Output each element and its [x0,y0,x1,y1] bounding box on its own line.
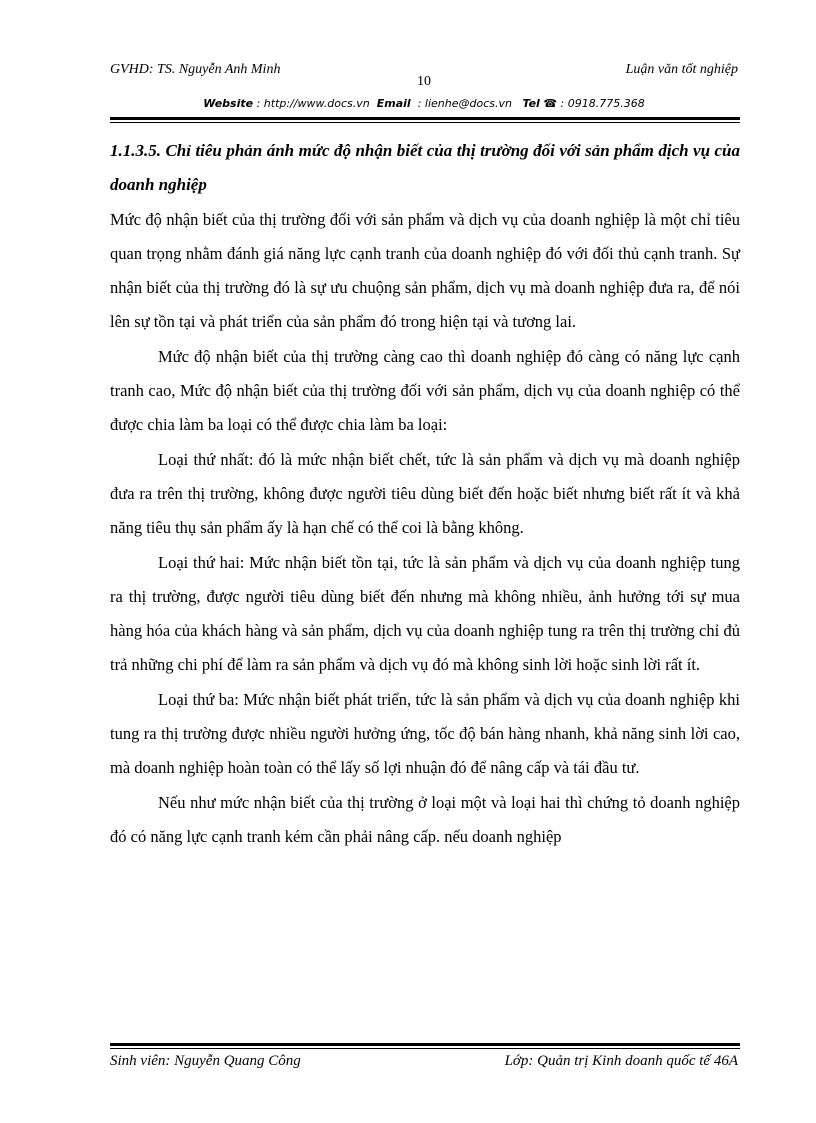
main-content [110,134,740,854]
phone-icon: ☎ [543,97,558,110]
paragraph-5: Loại thứ ba: Mức nhận biết phát triển, tức là sản phẩm và dịch vụ của doanh nghiệp khi tung ra thị trường được nhiều người hưởng ứng, tốc độ bán hàng nhanh, khả năng sinh lời cao, mà doanh nghiệp hoàn toàn có thể lấy số lợi nhuận đó để nâng cấp và tái đầu tư. [110,689,740,778]
footer-rule [110,1043,740,1046]
student-name: Sinh viên: Nguyễn Quang Công [110,1053,301,1069]
contact-line [110,97,738,110]
tel-label: Tel [522,97,540,110]
paragraph-3: Loại thứ nhất: đó là mức nhận biết chết, tức là sản phẩm và dịch vụ mà doanh nghiệp đưa ra trên thị trường, không được người tiêu dùng biết đến hoặc biết nhưng biết rất ít và khả năng tiêu thụ sản phẩm ấy là hạn chế có thể coi là bằng không. [110,449,740,538]
header-rule-thin [110,122,740,123]
footer-rule-thin [110,1048,740,1049]
paragraph-4: Loại thứ hai: Mức nhận biết tồn tại, tức là sản phẩm và dịch vụ của doanh nghiệp tung ra thị trường, được người tiêu dùng biết đến nhưng mà không nhiều, ảnh hưởng tới sự mua hàng hóa của khách hàng và sản phẩm, dịch vụ của doanh nghiệp tung ra trên thị trường chỉ đủ trả những chi phí để làm ra sản phẩm và dịch vụ đó mà không sinh lời hoặc sinh lời rất ít. [110,552,740,675]
paragraph-2: Mức độ nhận biết của thị trường càng cao thì doanh nghiệp đó càng có năng lực cạnh tranh cao, Mức độ nhận biết của thị trường đối với sản phẩm, dịch vụ của doanh nghiệp có thể được chia làm ba loại có thể được chia làm ba loại: [110,346,740,435]
advisor-name: GVHD: TS. Nguyễn Anh Minh [110,62,281,77]
website-value: : http://www.docs.vn [256,97,370,110]
email-label: Email [376,97,411,110]
tel-value: : 0918.775.368 [560,97,645,110]
document-type: Luận văn tốt nghiệp [625,62,738,77]
website-label: Website [203,97,254,110]
email-value: : lienhe@docs.vn [417,97,512,110]
section-heading: 1.1.3.5. Chỉ tiêu phản ánh mức độ nhận biết của thị trường đối với sản phẩm dịch vụ của doanh nghiệp [110,141,740,195]
paragraph-1: Mức độ nhận biết của thị trường đối với sản phẩm và dịch vụ của doanh nghiệp là một chỉ tiêu quan trọng nhằm đánh giá năng lực cạnh tranh của doanh nghiệp đó với đối thủ cạnh tranh. Sự nhận biết của thị trường đó là sự ưu chuộng sản phẩm, dịch vụ mà doanh nghiệp đưa ra, để nói lên sự tồn tại và phát triển của sản phẩm đó trong hiện tại và tương lai. [110,209,740,332]
page-number: 10 [417,74,431,89]
class-name: Lớp: Quản trị Kinh doanh quốc tế 46A [504,1053,738,1069]
paragraph-6: Nếu như mức nhận biết của thị trường ở loại một và loại hai thì chứng tỏ doanh nghiệp đó có năng lực cạnh tranh kém cần phải nâng cấp. nếu doanh nghiệp [110,792,740,846]
header-rule [110,117,740,120]
